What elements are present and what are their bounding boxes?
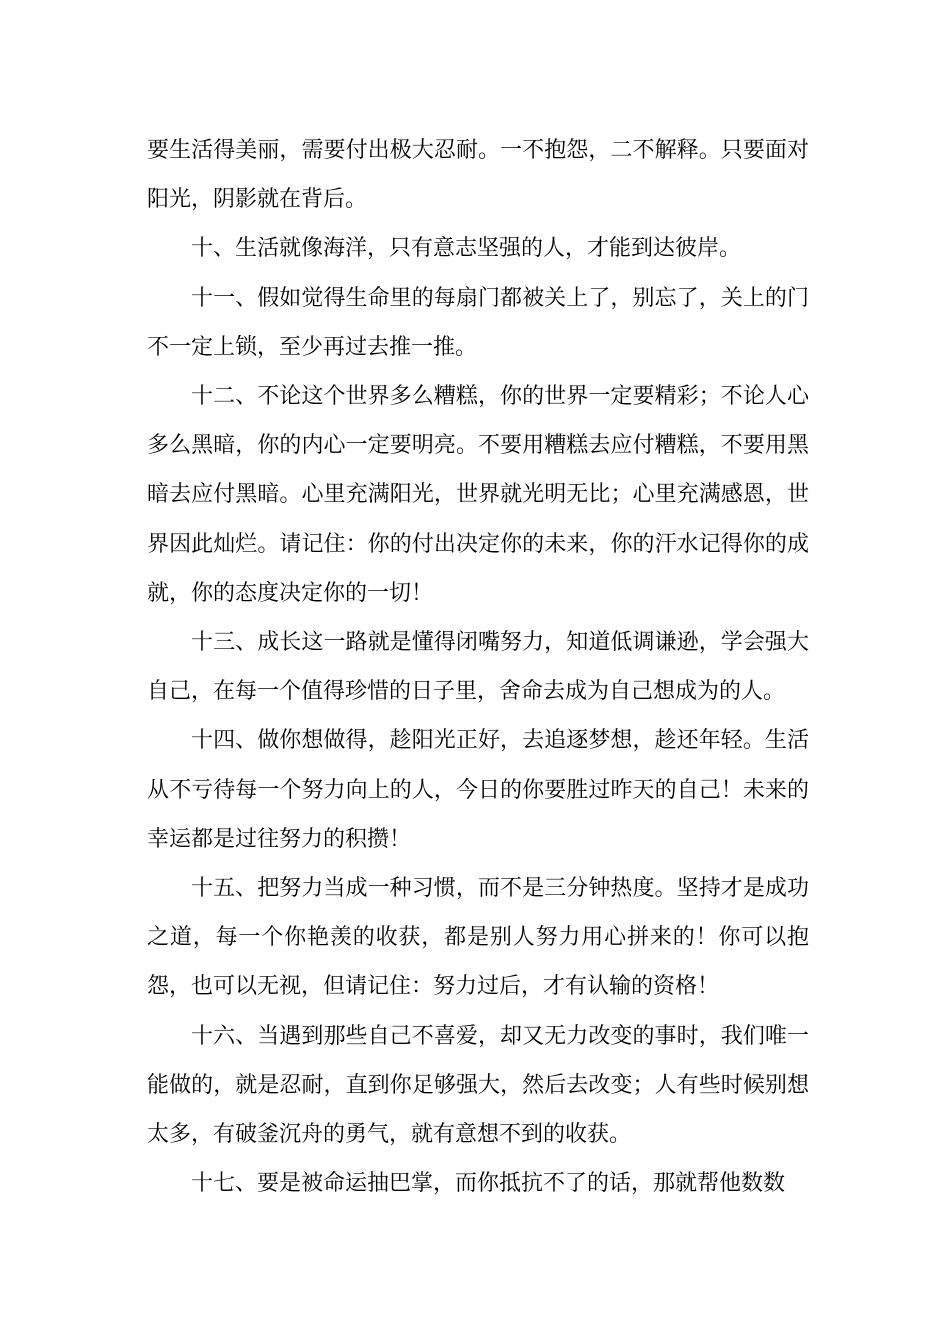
document-body [147,126,809,1208]
paragraph-17: 十七、要是被命运抽巴掌，而你抵抗不了的话，那就帮他数数 [191,1171,786,1197]
paragraph-12: 十二、不论这个世界多么糟糕，你的世界一定要精彩；不论人心多么黑暗，你的内心一定要明亮。不要用糟糕去应付糟糕，不要用黑暗去应付黑暗。心里充满阳光，世界就光明无比；心里充满感恩，世界因此灿烂。请记住：你的付出决定你的未来，你的汗水记得你的成就，你的态度决定你的一切！ [147,384,809,606]
paragraph-16: 十六、当遇到那些自己不喜爱，却又无力改变的事时，我们唯一能做的，就是忍耐，直到你足够强大，然后去改变；人有些时候别想太多，有破釜沉舟的勇气，就有意想不到的收获。 [147,1023,809,1148]
paragraph-14: 十四、做你想做得，趁阳光正好，去追逐梦想，趁还年轻。生活从不亏待每一个努力向上的人，今日的你要胜过昨天的自己！未来的幸运都是过往努力的积攒！ [147,728,809,852]
paragraph-continuation: 要生活得美丽，需要付出极大忍耐。一不抱怨，二不解释。只要面对阳光，阴影就在背后。 [147,138,809,213]
paragraph-15: 十五、把努力当成一种习惯，而不是三分钟热度。坚持才是成功之道，每一个你艳羡的收获，都是别人努力用心拼来的！你可以抱怨，也可以无视，但请记住：努力过后，才有认输的资格！ [147,876,809,1000]
paragraph-13: 十三、成长这一路就是懂得闭嘴努力，知道低调谦逊，学会强大自己，在每一个值得珍惜的日子里，舍命去成为自己想成为的人。 [147,630,809,705]
paragraph-11: 十一、假如觉得生命里的每扇门都被关上了，别忘了，关上的门不一定上锁，至少再过去推一推。 [147,285,809,360]
paragraph-10: 十、生活就像海洋，只有意志坚强的人，才能到达彼岸。 [191,236,742,262]
